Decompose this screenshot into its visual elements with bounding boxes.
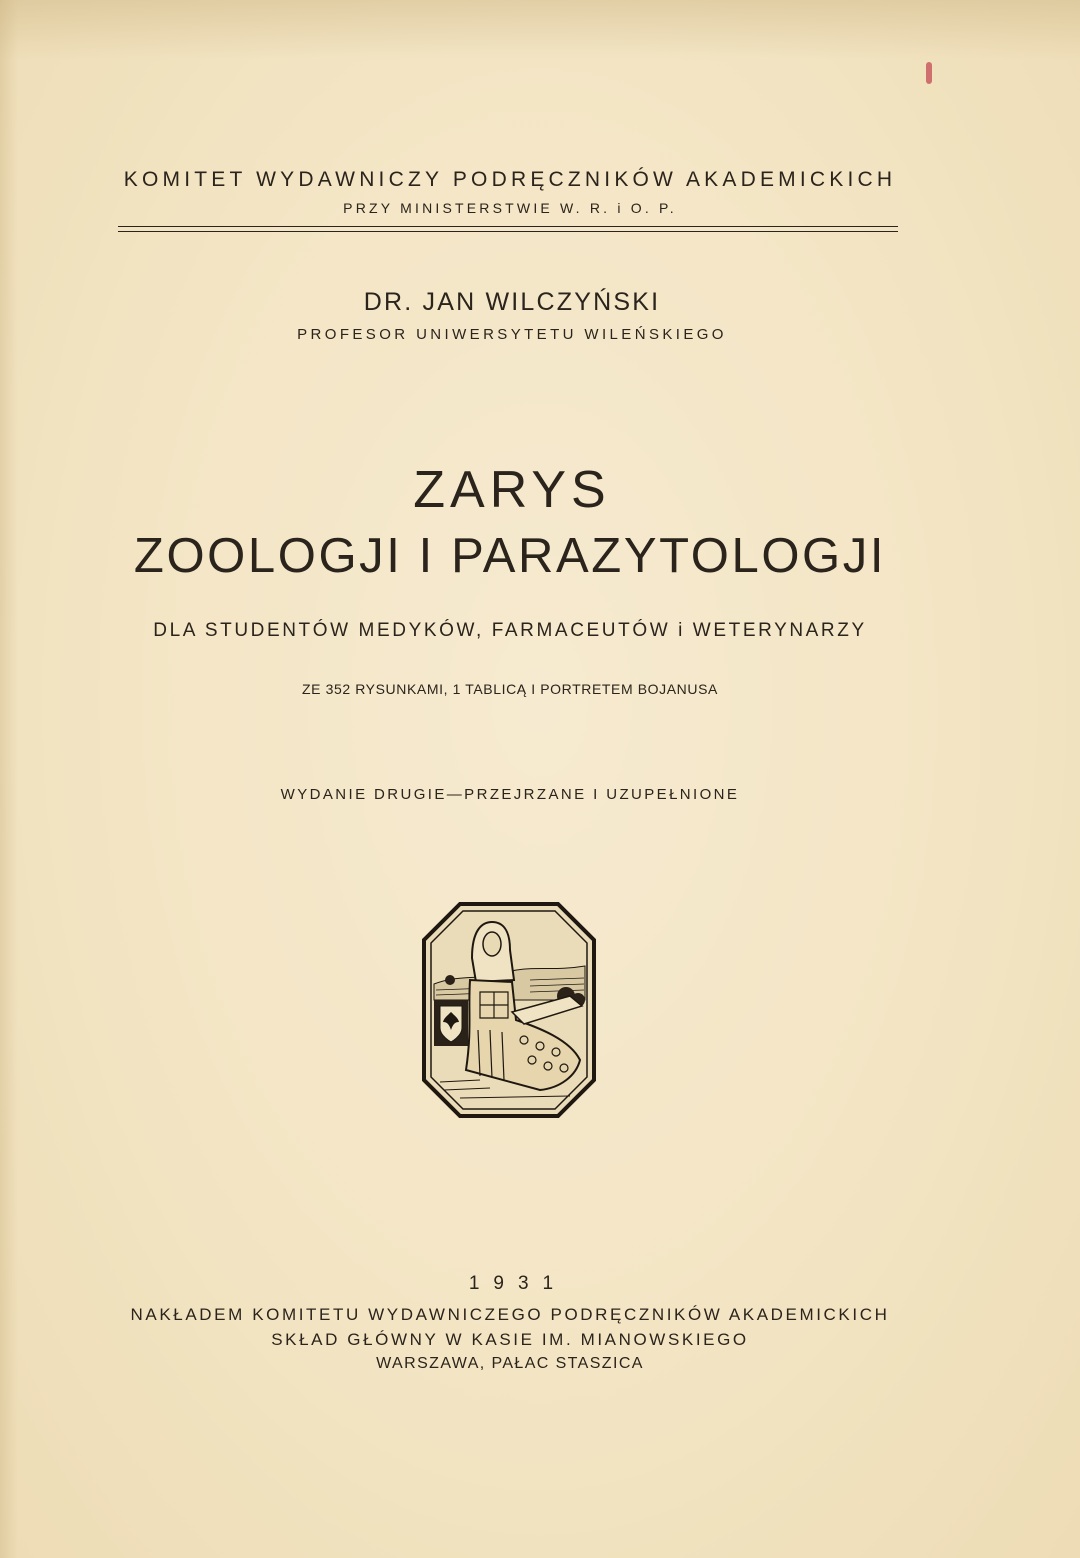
author-name: DR. JAN WILCZYŃSKI bbox=[363, 288, 661, 316]
edition-note: WYDANIE DRUGIE—PRZEJRZANE I UZUPEŁNIONE bbox=[280, 786, 740, 803]
publication-year: 1931 bbox=[468, 1273, 568, 1294]
publisher-emblem-icon bbox=[420, 900, 598, 1120]
header-rule-bottom bbox=[118, 231, 898, 232]
address-line: WARSZAWA, PAŁAC STASZICA bbox=[376, 1355, 644, 1372]
ministry-line: PRZY MINISTERSTWIE W. R. i O. P. bbox=[343, 200, 677, 216]
book-title-line-1: ZARYS bbox=[413, 461, 611, 519]
header-rule-top bbox=[118, 226, 898, 227]
ink-mark bbox=[926, 62, 932, 84]
publisher-line: NAKŁADEM KOMITETU WYDAWNICZEGO PODRĘCZNIKÓW AKADEMICKICH bbox=[130, 1305, 890, 1324]
book-title-line-2: ZOOLOGJI I PARAZYTOLOGJI bbox=[133, 529, 887, 583]
committee-name: KOMITET WYDAWNICZY PODRĘCZNIKÓW AKADEMICKICH bbox=[123, 168, 897, 191]
warehouse-line: SKŁAD GŁÓWNY W KASIE IM. MIANOWSKIEGO bbox=[271, 1330, 749, 1349]
author-title: PROFESOR UNIWERSYTETU WILEŃSKIEGO bbox=[297, 326, 727, 343]
illustrations-note: ZE 352 RYSUNKAMI, 1 TABLICĄ I PORTRETEM BOJANUSA bbox=[302, 681, 718, 697]
paper-stain bbox=[0, 0, 1080, 60]
book-subtitle: DLA STUDENTÓW MEDYKÓW, FARMACEUTÓW i WETERYNARZY bbox=[153, 620, 867, 641]
